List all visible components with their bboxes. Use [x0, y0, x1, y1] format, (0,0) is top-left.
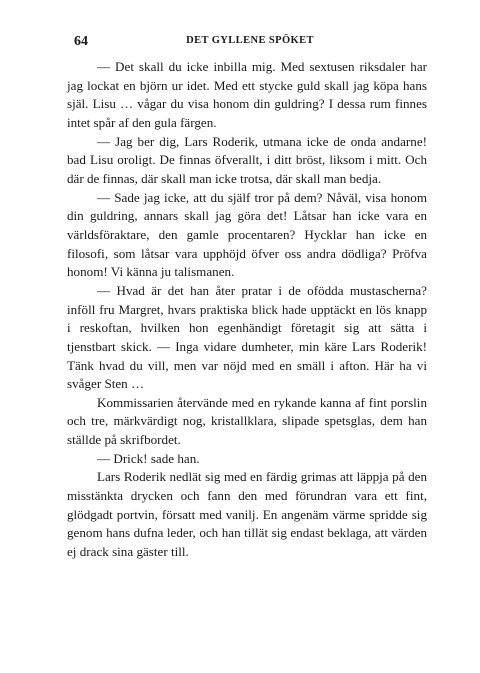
paragraph: — Hvad är det han åter pratar i de ofödda mustascherna? inföll fru Margret, hvars praktiska blick hade upptäckt en lös knapp i reskoftan, hvilken hon egenhändigt företagit sig att sätta i tjenstbart skick. — Inga vidare dumheter, min käre Lars Roderik! Tänk hvad du vill, men var nöjd med en smäll i afton. Här ha vi svåger Sten …: [67, 282, 427, 392]
paragraph: Kommissarien återvände med en rykande kanna af fint porslin och tre, märkvärdigt nog, kristallklara, slipade spetsglas, dem han ställde på skrifbordet.: [67, 394, 427, 448]
paragraph: — Sade jag icke, att du själf tror på dem? Nåväl, visa honom din guldring, annars skall jag göra det! Låtsar han icke vara en världsföraktare, den gamle procentaren? Hycklar han icke en filosofi, som låtsar vara upphöjd öfver oss andra dödliga? Pröfva honom! Vi känna ju talismanen.: [67, 189, 427, 280]
paragraph: Lars Roderik nedlät sig med en färdig grimas att läppja på den misstänkta drycken och fann den med förundran vara ett fint, glödgadt portvin, försatt med vanilj. En angenäm värme spridde sig genom hans dufna leder, och han tillät sig endast beklaga, att värden ej drack sina gäster till.: [67, 469, 427, 560]
paragraph: — Jag ber dig, Lars Roderik, utmana icke de onda andarne! bad Lisu oroligt. De finnas öfverallt, i ditt bröst, liksom i mitt. Och där de finnas, där skall man icke trotsa, där skall man bedja.: [67, 133, 427, 186]
paragraph: — Det skall du icke inbilla mig. Med sextusen riksdaler har jag lockat en björn ur idet. Med ett stycke guld skall jag köpa hans själ. Lisu … vågar du visa honom din guldring? I dessa rum finnes intet spår af den gula färgen.: [67, 59, 427, 130]
page-header: [74, 34, 426, 50]
running-title: DET GYLLENE SPÖKET: [186, 35, 314, 46]
paragraph: — Drick! sade han.: [97, 450, 200, 466]
body-text: [67, 58, 427, 562]
page-number: 64: [74, 34, 88, 49]
